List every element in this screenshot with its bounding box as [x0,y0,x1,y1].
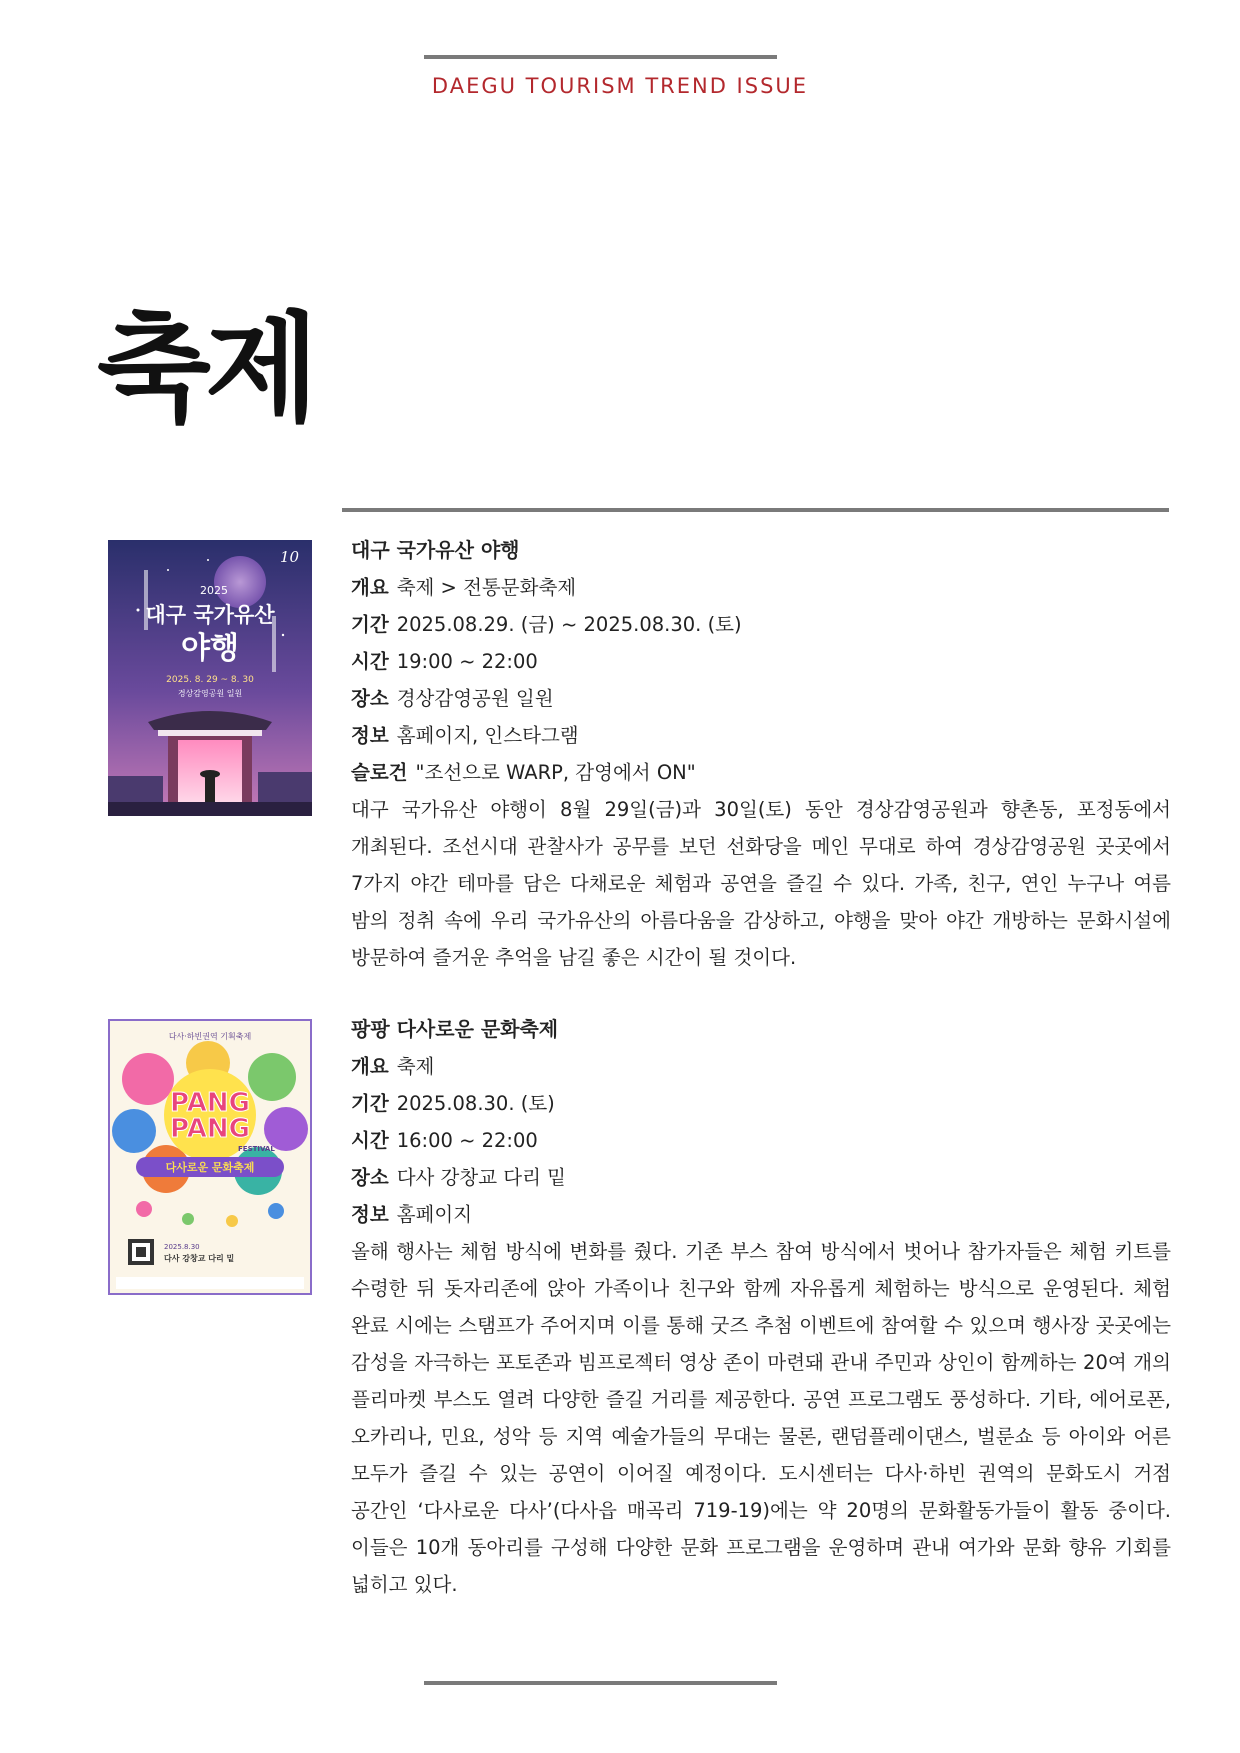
row-value[interactable]: 홈페이지 [396,1203,473,1226]
row-value: 2025.08.29. (금) ~ 2025.08.30. (토) [396,613,742,636]
event-row-info [351,717,1171,754]
row-label: 장소 [351,1166,389,1189]
poster-sub: FESTIVAL [238,1145,275,1153]
section-rule [342,508,1169,512]
poster-top-label: 다사·하빈권역 기획축제 [168,1032,252,1041]
poster-word1: PANG [170,1088,250,1118]
event-row-slogan [351,754,1171,791]
poster-year: 2025 [200,584,228,597]
event-row-time [351,643,1171,680]
event-row-time [351,1122,1171,1159]
row-label: 시간 [351,1129,389,1152]
event-row-period [351,606,1171,643]
row-label: 장소 [351,687,389,710]
row-label: 기간 [351,1092,389,1115]
pang-pang-festival-poster-icon [108,1019,312,1295]
event-info-2 [351,1011,1171,1603]
row-label: 정보 [351,724,389,747]
event-row-place [351,680,1171,717]
row-label: 슬로건 [351,761,408,784]
poster-place: 다사 강창교 다리 밑 [164,1254,235,1263]
row-label: 개요 [351,1055,389,1078]
row-value: 축제 [396,1055,435,1078]
event-row-place [351,1159,1171,1196]
event-name: 팡팡 다사로운 문화축제 [351,1017,559,1041]
event-description: 대구 국가유산 야행이 8월 29일(금)과 30일(토) 동안 경상감영공원과 향촌동, 포정동에서 개최된다. 조선시대 관찰사가 공무를 보던 선화당을 메인 무대로 하여 경상감영공원 곳곳에서 7가지 야간 테마를 담은 다채로운 체험과 공연을 즐길 수 있다. 가족, 친구, 연인 누구나 여름 밤의 정취 속에 우리 국가유산의 아름다움을 감상하고, 야행을 맞아 야간 개방하는 문화시설에 방문하여 즐거운 추억을 남길 좋은 시간이 될 것이다. [351,798,1171,969]
header-title: DAEGU TOURISM TREND ISSUE [431,74,809,98]
row-value: 19:00 ~ 22:00 [396,650,538,673]
row-label: 정보 [351,1203,389,1226]
top-rule [424,55,777,59]
poster-title-line2: 야행 [181,631,239,666]
night-heritage-poster-icon [108,540,312,816]
event-name: 대구 국가유산 야행 [351,538,520,562]
section-title: 축제 [97,300,313,438]
event-row-overview [351,1048,1171,1085]
row-value: "조선으로 WARP, 감영에서 ON" [415,761,696,784]
row-value: 다사 강창교 다리 밑 [396,1166,566,1189]
poster-place: 경상감영공원 일원 [177,689,243,698]
poster-date: 2025.8.30 [164,1243,200,1251]
poster-word2: PANG [170,1114,250,1144]
row-label: 개요 [351,576,389,599]
poster-title-line1: 대구 국가유산 [145,603,275,627]
row-label: 시간 [351,650,389,673]
event-info-1 [351,532,1171,976]
row-label: 기간 [351,613,389,636]
event-row-overview [351,569,1171,606]
event-description: 올해 행사는 체험 방식에 변화를 줬다. 기존 부스 참여 방식에서 벗어나 참가자들은 체험 키트를 수령한 뒤 돗자리존에 앉아 가족이나 친구와 함께 자유롭게 체험하는 방식으로 운영된다. 체험 완료 시에는 스탬프가 주어지며 이를 통해 굿즈 추첨 이벤트에 참여할 수 있으며 행사장 곳곳에는 감성을 자극하는 포토존과 빔프로젝터 영상 존이 마련돼 관내 주민과 상인이 함께하는 20여 개의 플리마켓 부스도 열려 다양한 즐길 거리를 제공한다. 공연 프로그램도 풍성하다. 기타, 에어로폰, 오카리나, 민요, 성악 등 지역 예술가들의 무대는 물론, 랜덤플레이댄스, 벌룬쇼 등 아이와 어른 모두가 즐길 수 있는 공연이 이어질 예정이다. 도시센터는 다사·하빈 권역의 문화도시 거점 공간인 ‘다사로운 다사’(다사읍 매곡리 719-19)에는 약 20명의 문화활동가들이 활동 중이다. 이들은 10개 동아리를 구성해 다양한 문화 프로그램을 운영하며 관내 여가와 문화 향유 기회를 넓히고 있다. [351,1240,1171,1596]
row-value[interactable]: 홈페이지, 인스타그램 [396,724,579,747]
row-value: 축제 > 전통문화축제 [396,576,577,599]
event-row-info [351,1196,1171,1233]
bottom-rule [424,1681,777,1685]
row-value: 경상감영공원 일원 [396,687,554,710]
poster-ribbon: 다사로운 문화축제 [165,1161,255,1174]
poster-date: 2025. 8. 29 ~ 8. 30 [166,675,254,685]
row-value: 16:00 ~ 22:00 [396,1129,538,1152]
row-value: 2025.08.30. (토) [396,1092,555,1115]
event-row-period [351,1085,1171,1122]
poster-badge: 10 [280,548,300,566]
